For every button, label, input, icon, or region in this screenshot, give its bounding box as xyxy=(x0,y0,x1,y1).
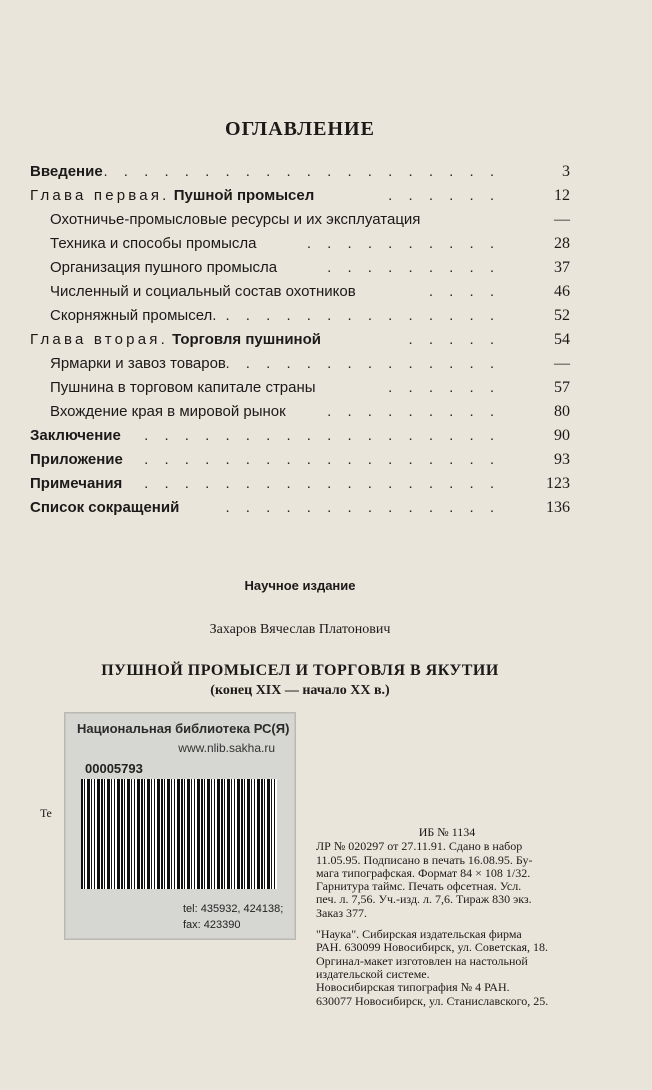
colophon-line: печ. л. 7,56. Уч.-изд. л. 7,6. Тираж 830 экз. xyxy=(316,892,532,907)
publication-type: Научное издание xyxy=(244,578,356,593)
colophon-line: "Наука". Сибирская издательская фирма xyxy=(316,927,522,942)
toc-page-number: 90 xyxy=(554,427,570,444)
toc-leader-dots: . . . . . . . . . . . . . . xyxy=(225,355,500,372)
colophon-line: Гарнитура таймс. Печать офсетная. Усл. xyxy=(316,879,522,894)
toc-row xyxy=(30,352,570,376)
toc-leader-dots: . . . . . . . . . . . . . . . . . . xyxy=(144,427,500,444)
toc-row xyxy=(30,472,570,496)
toc-row xyxy=(30,184,570,208)
toc-entry-title: Техника и способы промысла xyxy=(50,235,257,252)
toc-row xyxy=(30,280,570,304)
toc-entry-title: Пушной промысел xyxy=(173,187,315,204)
toc-leader-dots: . . . . . . . . . . xyxy=(306,235,500,252)
toc-page-number: 80 xyxy=(554,403,570,420)
toc-page-number: 37 xyxy=(554,259,570,276)
toc-chapter-prefix: Глава первая. xyxy=(30,187,170,204)
toc-leader-dots: . . . . . . xyxy=(388,379,500,396)
toc-row xyxy=(30,376,570,400)
toc-entry-title: Торговля пушниной xyxy=(172,331,321,348)
toc-entry-title: Скорняжный промысел. xyxy=(50,307,217,324)
toc-page-number: 3 xyxy=(562,163,570,180)
colophon-line: 11.05.95. Подписано в печать 16.08.95. Бу- xyxy=(316,852,533,867)
toc-entry-title: Охотничье-промысловые ресурсы и их эксплуатация xyxy=(50,211,421,228)
toc-row xyxy=(30,256,570,280)
toc-row xyxy=(30,424,570,448)
colophon-line: РАН. 630099 Новосибирск, ул. Советская, 18. xyxy=(316,940,549,955)
toc-entry-title: Вхождение края в мировой рынок xyxy=(50,403,286,420)
book-title: ПУШНОЙ ПРОМЫСЕЛ И ТОРГОВЛЯ В ЯКУТИИ xyxy=(101,662,499,679)
toc-row xyxy=(30,496,570,520)
toc-row xyxy=(30,232,570,256)
toc-entry-title: Приложение xyxy=(30,451,123,468)
toc-leader-dots: . . . . . . . . . . . . . . . . . . xyxy=(144,475,500,492)
table-of-contents xyxy=(30,160,570,520)
toc-page-number: 52 xyxy=(554,307,570,324)
toc-page-number: 12 xyxy=(554,187,570,204)
toc-page-number: 57 xyxy=(554,379,570,396)
toc-leader-dots: . . . . . . xyxy=(388,187,500,204)
toc-leader-dots: . . . . . . . . . . . . . . xyxy=(225,307,500,324)
toc-page-number: — xyxy=(554,355,570,372)
toc-leader-dots: . . . . . . . . . xyxy=(327,403,500,420)
toc-page-number: 123 xyxy=(546,475,570,492)
toc-entry-title: Ярмарки и завоз товаров xyxy=(50,355,226,372)
library-fax: fax: 423390 xyxy=(183,919,241,931)
toc-page-number: 54 xyxy=(554,331,570,348)
toc-entry-title: Список сокращений xyxy=(30,499,180,516)
colophon-line: Оргинал-макет изготовлен на настольной xyxy=(316,953,528,968)
colophon-line: 630077 Новосибирск, ул. Станиславского, 25. xyxy=(316,993,549,1008)
library-phone: tel: 435932, 424138; xyxy=(183,903,284,915)
toc-chapter-prefix: Глава вторая. xyxy=(30,331,168,348)
toc-leader-dots: . . . . . xyxy=(408,331,500,348)
toc-leader-dots: . . . . . . . . . . . . . . . . . . . . xyxy=(103,163,500,180)
toc-page-number: 46 xyxy=(554,283,570,300)
toc-page-number: — xyxy=(554,211,570,228)
toc-entry-title: Пушнина в торговом капитале страны xyxy=(50,379,316,396)
toc-entry-title: Заключение xyxy=(30,427,121,444)
toc-row xyxy=(30,160,570,184)
toc-page-number: 28 xyxy=(554,235,570,252)
toc-leader-dots: . . . . . . . . . . . . . . xyxy=(225,499,500,516)
colophon-line: мага типографская. Формат 84 × 108 1/32. xyxy=(316,865,531,880)
colophon-line: Заказ 377. xyxy=(316,905,368,920)
toc-row xyxy=(30,208,570,232)
toc-page-number: 136 xyxy=(546,499,570,516)
toc-leader-dots: . . . . . . . . . . . . . . . . . . xyxy=(144,451,500,468)
author-name: Захаров Вячеслав Платонович xyxy=(209,622,391,637)
toc-page-number: 93 xyxy=(554,451,570,468)
colophon-line: издательской системе. xyxy=(316,966,430,981)
colophon-ib-number: ИБ № 1134 xyxy=(418,825,476,839)
toc-entry-title: Организация пушного промысла xyxy=(50,259,278,276)
inventory-number: 00005793 xyxy=(85,761,143,776)
library-name: Национальная библиотека РС(Я) xyxy=(77,721,290,736)
toc-leader-dots: . . . . xyxy=(428,283,500,300)
toc-entry-title: Примечания xyxy=(30,475,123,492)
book-subtitle: (конец XIX — начало XX в.) xyxy=(210,683,390,698)
colophon xyxy=(316,826,578,1008)
toc-row xyxy=(30,328,570,352)
barcode-image xyxy=(81,779,277,889)
toc-heading: ОГЛАВЛЕНИЕ xyxy=(225,118,375,140)
toc-entry-title: Численный и социальный состав охотников xyxy=(50,283,356,300)
toc-entry-title: Введение xyxy=(30,163,103,180)
library-barcode-sticker xyxy=(64,712,296,940)
toc-row xyxy=(30,400,570,424)
obscured-text: Te xyxy=(40,806,52,820)
colophon-line: ЛР № 020297 от 27.11.91. Сдано в набор xyxy=(316,839,523,854)
colophon-line: Новосибирская типография № 4 РАН. xyxy=(316,980,510,995)
toc-row xyxy=(30,448,570,472)
toc-row xyxy=(30,304,570,328)
library-website: www.nlib.sakha.ru xyxy=(178,741,275,755)
toc-leader-dots: . . . . . . . . . xyxy=(327,259,500,276)
